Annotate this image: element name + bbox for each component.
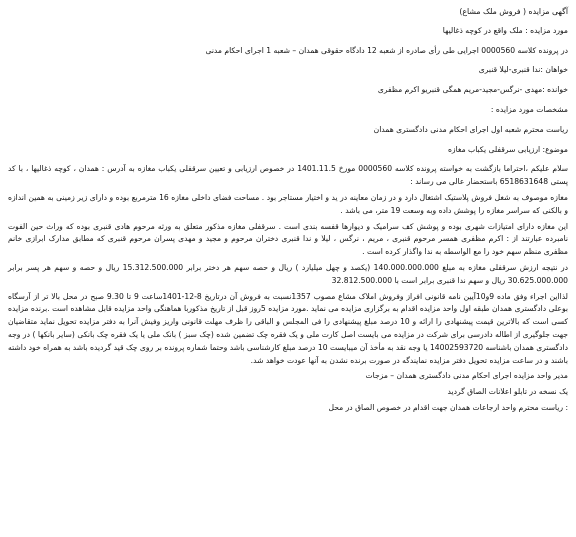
addressee-line: ریاست محترم شعبه اول اجرای احکام مدنی دادگستری همدان [373,124,568,134]
procedure-paragraph: لذااین اجراء وفق ماده 9و10آیین نامه قانونی افراز وفروش املاک مشاع مصوب 1357نسبت به فروش آن درتاریخ 8-12-1401ساعت 9 تا 9.30 صبح در محل بالا تر از آرسگاه بوعلی دادگستری همدان طبقه اول واحد مزایده اقدام به برگزاری مزایده می نماید .مورد مزایده 5روز قبل از تاریخ مذکوربا هماهنگی واحد مزایده قابل مشاهده است .برنده مزایده کسی است که بالاترین قیمت پیشنهادی را ارائه و 10 درصد مبلغ پیشنهادی را فی المجلس و الباقی را ظرف مهلت قانونی واریز وفیش آنرا به دفتر مزایده تحویل نماید متقاضیان جهت جلوگیری از اطاله دادرسی برای شرکت در مزایده می بایست اصل کارت ملی و یک فقره چک تضمین شده (چک سبز ) بانک ملی یا یک فقره چک بانکی (سایر بانکها ) در وجه دادگستری همدان باشناسه 14002593720 یا وجه نقد به مأخذ آن میبایست 10 درصد مبلغ کارشناسی باشد وحتما شماره پرونده بر روی چک قید گردیده باشد به همراه خود داشته باشند و در ساعت مزایده تحویل دفتر مزایده نمایندگه در صورت برنده نشدن به آنها عودت خواهد شد. [8,291,568,365]
plaintiff-line: خواهان :ندا قنبری-لیلا قنبری [478,65,568,75]
signature-line: مدیر واحد مزایده اجرای احکام مدنی دادگستری همدان – مزجات [365,371,568,381]
case-reference: در پرونده کلاسه 0000560 اجرایی طی رأی صادره از شعبه 12 دادگاه حقوقی همدان – شعبه 1 اجرای احکام مدنی [205,45,568,55]
greeting-paragraph: سلام علیکم ،احتراما بازگشت به خواسته پرونده کلاسه 0000560 مورخ 1401.11.5 در خصوص ارزیابی و تعیین سرقفلی یکباب مغازه به آدرس : همدان ، کوچه ذغالیها ، با کد پستی 6518631648 باستحضار عالی می رساند : [8,164,568,187]
copy-note: یک نسخه در تابلو اعلانات الصاق گردید [447,387,568,397]
defendant-line: خوانده :مهدی -نرگس-مجید-مریم همگی قنبریو اکرم مظفری [377,85,568,95]
topic-line: موضوع: ارزیابی سرقفلی یکباب مغازه [447,144,568,154]
ownership-paragraph: این مغازه دارای امتیازات شهری بوده و پوشش کف سرامیک و دیوارها قفسه بندی است . سرقفلی مغازه مذکور متعلق به ورثه مرحوم هادی قنبری بوده که وراث حین الفوت نامبرده عبارتند از : اکرم مظفری همسر مرحوم قنبری ، مریم ، نرگس ، لیلا و ندا قنبری دختران مرحوم و مجید و مهدی پسران مرحوم قنبری که مطابق مدارک ابرازی خانم مظفری منظم سهم خود را مع الواسطه به ندا واگذار کرده است . [8,221,568,257]
auction-subject: مورد مزایده : ملک واقع در کوچه ذغالیها [442,25,568,35]
description-paragraph: مغازه موصوف به شغل فروش پلاستیک اشتغال دارد و در زمان معاینه در ید و اختیار مستاجر بود . مساحت فضای داخلی مغازه 16 مترمربع بوده و دارای زیر زمینی به همین اندازه و بالکنی که سراسر مغازه را پوشش داده وبه وسعت 19 متر، می باشد . [8,192,568,215]
notice-title: آگهی مزایده ( فروش ملک مشاع) [459,7,568,16]
specs-heading: مشخصات مورد مزایده : [490,104,568,114]
valuation-paragraph: در نتیجه ارزش سرقفلی مغازه به مبلغ 140.000.000.000 (یکصد و چهل میلیارد ) ریال و حصه سهم هر دختر برابر 15.312.500.000 ریال و حصه و سهم هر پسر برابر 30.625.000.000 ریال و سهم ندا قنبری برابر است با 32.812.500.000 [8,262,568,285]
footer-line: : ریاست محترم واحد ارجاعات همدان جهت اقدام در خصوص الصاق در محل [328,402,568,412]
